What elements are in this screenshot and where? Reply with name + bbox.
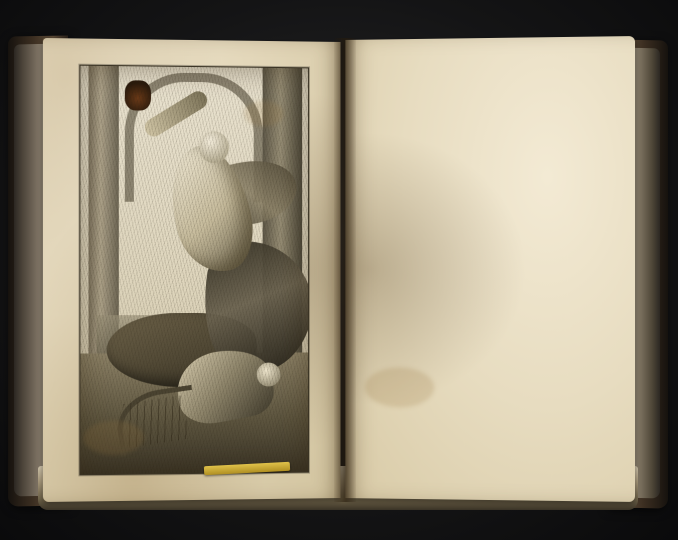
book bbox=[8, 18, 670, 526]
plate-caption bbox=[79, 475, 307, 478]
page-right bbox=[345, 36, 635, 502]
page-left bbox=[43, 38, 341, 502]
plate-vignette bbox=[80, 66, 308, 475]
book-gutter bbox=[334, 38, 356, 502]
engraving-plate bbox=[79, 65, 309, 476]
